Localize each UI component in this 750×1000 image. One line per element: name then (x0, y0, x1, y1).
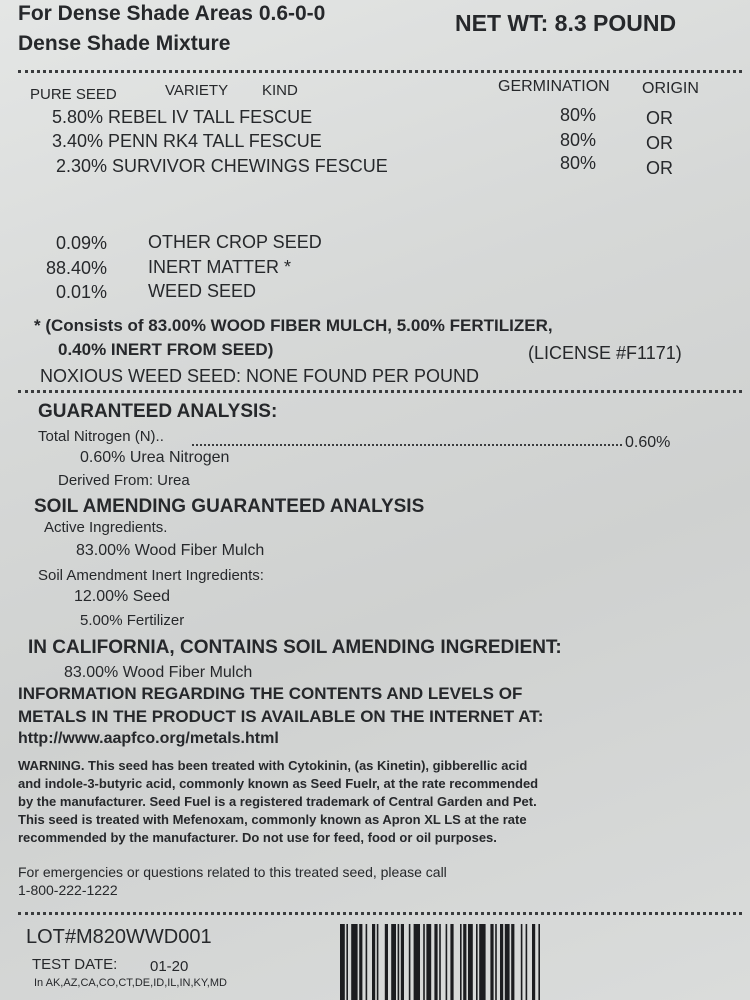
inert-ingredient-item: 12.00% Seed (74, 588, 171, 605)
noxious-weed-statement: NOXIOUS WEED SEED: NONE FOUND PER POUND (40, 366, 480, 386)
warning-line: and indole-3-butyric acid, commonly known as Seed Fuelr, at the rate recommended (18, 776, 539, 791)
warning-line: by the manufacturer. Seed Fuel is a registered trademark of Central Garden and Pet. (18, 794, 537, 809)
header-germination: GERMINATION (498, 78, 610, 95)
header-variety: VARIETY (165, 82, 229, 99)
active-ingredients-label: Active Ingredients. (44, 519, 168, 536)
header-pure-seed: PURE SEED (30, 86, 117, 103)
footnote-line-1: * (Consists of 83.00% WOOD FIBER MULCH, 5.00% FERTILIZER, (34, 316, 553, 335)
test-date-value: 01-20 (150, 958, 189, 975)
derived-from: Derived From: Urea (58, 472, 190, 489)
soil-amending-title: SOIL AMENDING GUARANTEED ANALYSIS (34, 496, 425, 517)
other-crop-percent: 0.09% (56, 233, 108, 253)
header-kind: KIND (262, 82, 298, 99)
total-nitrogen-value: 0.60% (625, 434, 671, 451)
seed-row-origin: OR (646, 108, 673, 128)
emergency-text: For emergencies or questions related to this treated seed, please call (18, 864, 447, 880)
footnote-line-2: 0.40% INERT FROM SEED) (58, 340, 274, 359)
inert-ingredients-label: Soil Amendment Inert Ingredients: (38, 567, 264, 584)
product-line: For Dense Shade Areas 0.6-0-0 (18, 2, 326, 25)
warning-line: This seed is treated with Mefenoxam, commonly known as Apron XL LS at the rate (18, 812, 527, 827)
mixture-name: Dense Shade Mixture (18, 32, 231, 55)
net-weight: NET WT: 8.3 POUND (455, 10, 677, 36)
dotted-divider (18, 390, 742, 393)
dotted-divider (18, 70, 742, 73)
weed-seed-label: WEED SEED (148, 281, 257, 301)
license-number: (LICENSE #F1171) (528, 343, 682, 363)
california-title: IN CALIFORNIA, CONTAINS SOIL AMENDING INGREDIENT: (28, 637, 562, 658)
header-origin: ORIGIN (642, 80, 699, 97)
warning-line: recommended by the manufacturer. Do not use for feed, food or oil purposes. (18, 830, 497, 845)
weed-seed-percent: 0.01% (56, 282, 108, 302)
total-nitrogen-label: Total Nitrogen (N).. (38, 428, 164, 445)
dotted-divider (18, 912, 742, 915)
guaranteed-analysis-title: GUARANTEED ANALYSIS: (38, 401, 278, 422)
other-crop-label: OTHER CROP SEED (148, 232, 322, 252)
emergency-phone: 1-800-222-1222 (18, 882, 118, 898)
inert-matter-label: INERT MATTER * (148, 257, 292, 277)
warning-line: WARNING. This seed has been treated with Cytokinin, (as Kinetin), gibberellic acid (18, 758, 528, 773)
seed-row-origin: OR (646, 133, 673, 153)
inert-ingredient-item: 5.00% Fertilizer (80, 612, 185, 629)
seed-row-description: 5.80% REBEL IV TALL FESCUE (52, 107, 313, 127)
seed-row-germination: 80% (560, 130, 597, 150)
lot-number: LOT#M820WWD001 (26, 926, 212, 948)
urea-nitrogen: 0.60% Urea Nitrogen (80, 449, 230, 466)
seed-row-description: 2.30% SURVIVOR CHEWINGS FESCUE (56, 156, 388, 176)
state-list: In AK,AZ,CA,CO,CT,DE,ID,IL,IN,KY,MD (34, 977, 227, 989)
metals-info-line-2: METALS IN THE PRODUCT IS AVAILABLE ON THE INTERNET AT: (18, 707, 544, 726)
dot-leader (192, 444, 622, 446)
inert-matter-percent: 88.40% (46, 258, 108, 278)
metals-info-line-1: INFORMATION REGARDING THE CONTENTS AND LEVELS OF (18, 684, 523, 703)
seed-row-origin: OR (646, 158, 673, 178)
california-item: 83.00% Wood Fiber Mulch (64, 664, 253, 681)
seed-row-description: 3.40% PENN RK4 TALL FESCUE (52, 131, 322, 151)
barcode (340, 924, 685, 1000)
metals-url[interactable]: http://www.aapfco.org/metals.html (18, 730, 279, 747)
test-date-label: TEST DATE: (32, 956, 118, 973)
active-ingredient-item: 83.00% Wood Fiber Mulch (76, 542, 265, 559)
seed-row-germination: 80% (560, 153, 597, 173)
seed-row-germination: 80% (560, 105, 597, 125)
